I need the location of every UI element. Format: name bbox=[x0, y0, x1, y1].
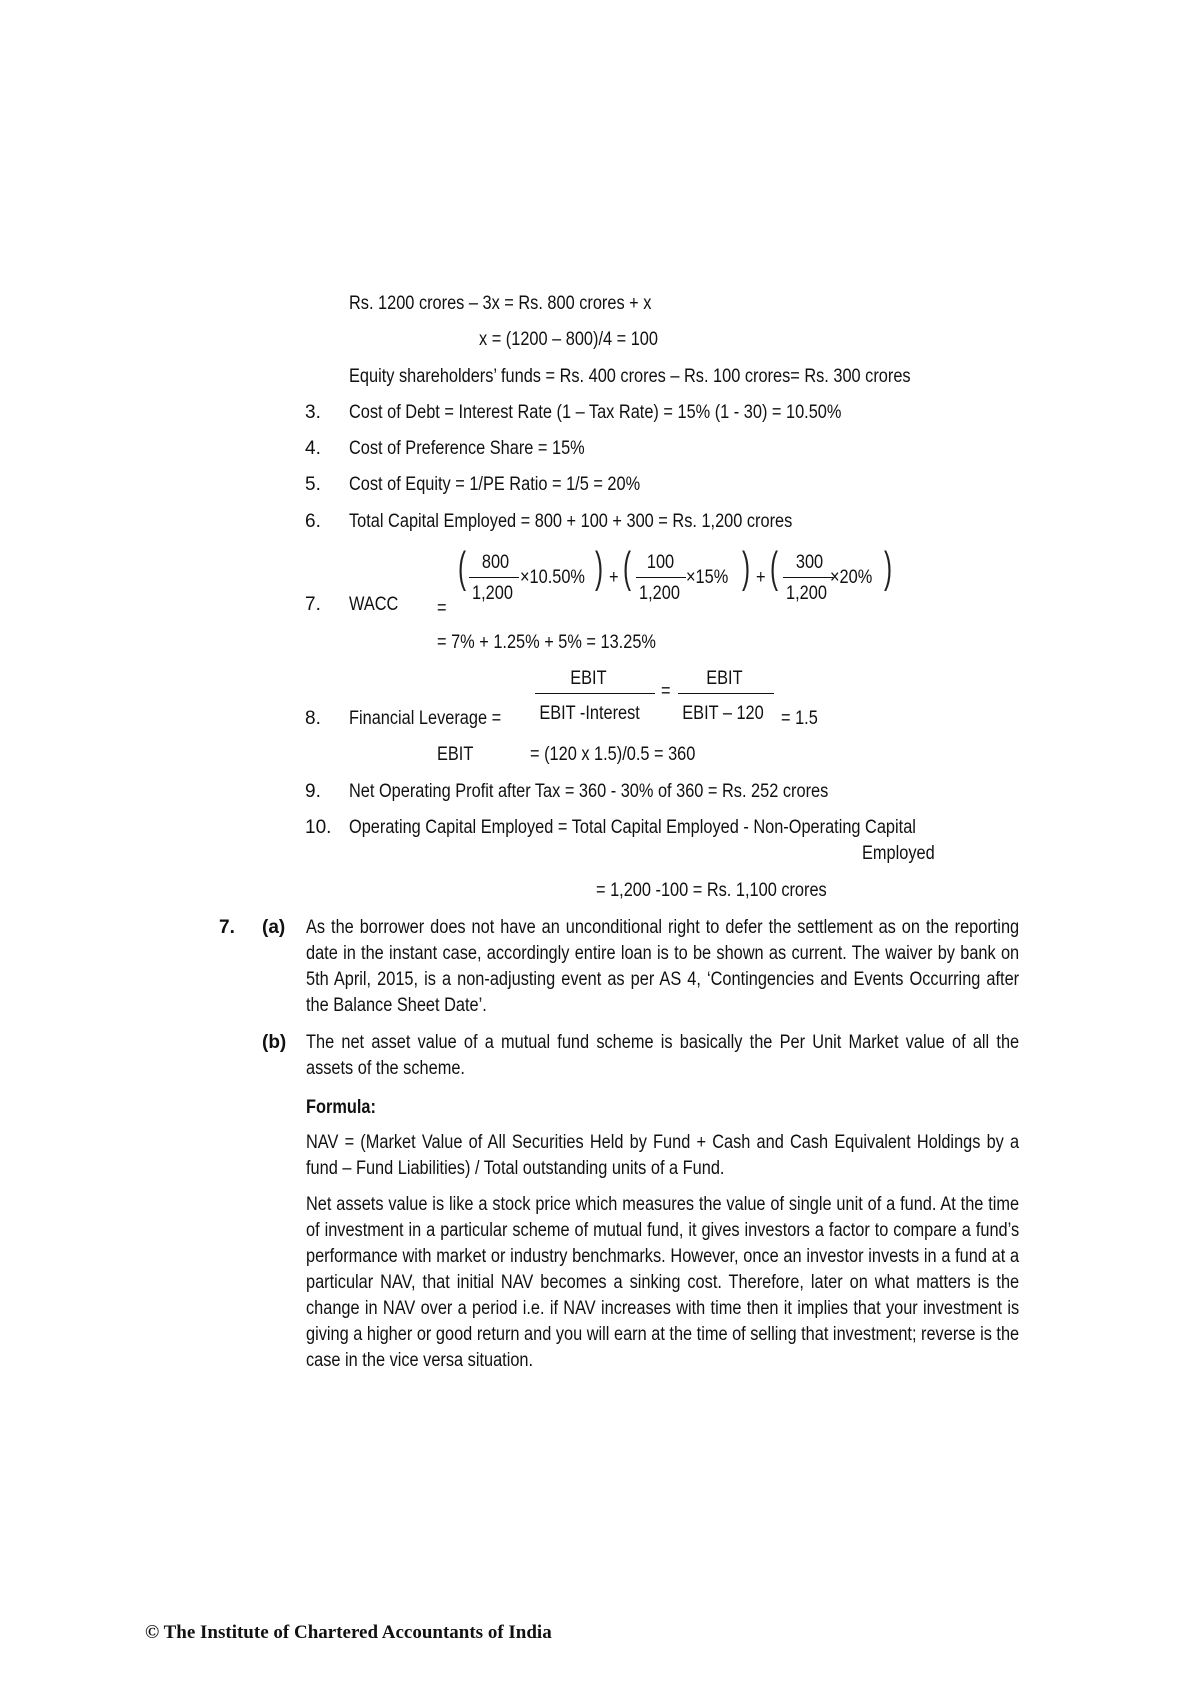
formula-paragraph bbox=[306, 1130, 1019, 1182]
leverage-fraction-b-bar bbox=[678, 693, 774, 694]
leverage-fraction-a-bar bbox=[535, 693, 655, 694]
wacc-label: WACC bbox=[349, 594, 399, 615]
leverage-equals: = bbox=[661, 681, 671, 702]
item-number: 9. bbox=[305, 781, 321, 802]
wacc-number: 7. bbox=[305, 594, 321, 615]
leverage-result: = 1.5 bbox=[781, 708, 818, 729]
item10-result: = 1,200 -100 = Rs. 1,100 crores bbox=[596, 880, 827, 901]
fraction-2-denominator: 1,200 bbox=[639, 583, 680, 604]
item-number: 5. bbox=[305, 474, 321, 495]
leverage-number: 8. bbox=[305, 708, 321, 729]
leverage-fraction-b-numerator: EBIT bbox=[706, 668, 743, 689]
plus-sign-1: + bbox=[609, 567, 619, 588]
ebit-label: EBIT bbox=[437, 744, 474, 765]
equation-line-2: x = (1200 – 800)/4 = 100 bbox=[479, 329, 658, 350]
nav-explanation-text: Net assets value is like a stock price which measures the value of single unit of a fund. At the time of investment in a particular scheme of mutual fund, it gives investors a factor to compare a fund’s performance with market or industry benchmarks. However, once an investor invests in a fund at a particular NAV, that initial NAV becomes a sinking cost. Therefore, later on what matters is the change in NAV over a period i.e. if NAV increases with time then it implies that your investment is giving a higher or good return and you will earn at the time of selling that investment; reverse is the case in the vice versa situation. bbox=[306, 1194, 1020, 1371]
question-number: 7. bbox=[219, 917, 235, 938]
fraction-1-denominator: 1,200 bbox=[472, 583, 513, 604]
leverage-label: Financial Leverage = bbox=[349, 708, 502, 729]
item-text: Total Capital Employed = 800 + 100 + 300 = Rs. 1,200 crores bbox=[349, 511, 793, 532]
fraction-1-bar bbox=[469, 577, 519, 578]
fraction-3-multiplier: ×20% bbox=[830, 567, 873, 588]
page-footer: © The Institute of Chartered Accountants of India bbox=[145, 1622, 552, 1643]
item-number: 6. bbox=[305, 511, 321, 532]
right-paren-3: ) bbox=[884, 543, 893, 592]
item-text: Cost of Preference Share = 15% bbox=[349, 438, 585, 459]
wacc-equals: = bbox=[437, 598, 447, 619]
item-text-continuation: Employed bbox=[862, 843, 935, 864]
fraction-1-multiplier: ×10.50% bbox=[520, 567, 585, 588]
fraction-2-numerator: 100 bbox=[646, 552, 675, 573]
leverage-fraction-a-numerator: EBIT bbox=[570, 668, 607, 689]
item-number: 4. bbox=[305, 438, 321, 459]
item-text: Net Operating Profit after Tax = 360 - 30% of 360 = Rs. 252 crores bbox=[349, 781, 829, 802]
item-text: Operating Capital Employed = Total Capital Employed - Non-Operating Capital bbox=[349, 817, 916, 838]
leverage-fraction-b-denominator: EBIT – 120 bbox=[682, 703, 764, 724]
leverage-fraction-a-denominator: EBIT -Interest bbox=[539, 703, 640, 724]
plus-sign-2: + bbox=[756, 567, 766, 588]
item-text: Cost of Equity = 1/PE Ratio = 1/5 = 20% bbox=[349, 474, 641, 495]
part-b-text: The net asset value of a mutual fund scheme is basically the Per Unit Market value of all the assets of the scheme. bbox=[306, 1032, 1020, 1079]
formula-heading: Formula: bbox=[306, 1097, 376, 1118]
nav-explanation-paragraph bbox=[306, 1192, 1019, 1374]
part-b-paragraph bbox=[306, 1030, 1019, 1082]
item-text: Cost of Debt = Interest Rate (1 – Tax Rate) = 15% (1 - 30) = 10.50% bbox=[349, 402, 842, 423]
equity-funds-line: Equity shareholders’ funds = Rs. 400 crores – Rs. 100 crores= Rs. 300 crores bbox=[349, 366, 911, 387]
right-paren-2: ) bbox=[742, 543, 751, 592]
wacc-result: = 7% + 1.25% + 5% = 13.25% bbox=[437, 632, 656, 653]
left-paren-2: ( bbox=[623, 543, 632, 592]
left-paren-1: ( bbox=[458, 543, 467, 592]
part-a-text: As the borrower does not have an unconditional right to defer the settlement as on the reporting date in the instant case, accordingly entire loan is to be shown as current. The waiver by bank on 5th April, 2015, is a non-adjusting event as per AS 4, ‘Contingencies and Events Occurring after the Balance Sheet Date’. bbox=[306, 917, 1020, 1016]
fraction-2-bar bbox=[636, 577, 686, 578]
fraction-3-bar bbox=[783, 577, 833, 578]
fraction-3-numerator: 300 bbox=[795, 552, 824, 573]
part-b-label: (b) bbox=[262, 1032, 287, 1053]
right-paren-1: ) bbox=[595, 543, 604, 592]
part-a-paragraph bbox=[306, 915, 1019, 1019]
fraction-1-numerator: 800 bbox=[481, 552, 510, 573]
formula-text: NAV = (Market Value of All Securities Held by Fund + Cash and Cash Equivalent Holdings by a fund – Fund Liabilities) / Total outstanding units of a Fund. bbox=[306, 1132, 1020, 1179]
fraction-3-denominator: 1,200 bbox=[786, 583, 827, 604]
left-paren-3: ( bbox=[770, 543, 779, 592]
part-a-label: (a) bbox=[262, 917, 286, 938]
item-number: 10. bbox=[305, 817, 332, 838]
fraction-2-multiplier: ×15% bbox=[686, 567, 729, 588]
item-number: 3. bbox=[305, 402, 321, 423]
ebit-value: = (120 x 1.5)/0.5 = 360 bbox=[530, 744, 696, 765]
equation-line-1: Rs. 1200 crores – 3x = Rs. 800 crores + x bbox=[349, 293, 652, 314]
